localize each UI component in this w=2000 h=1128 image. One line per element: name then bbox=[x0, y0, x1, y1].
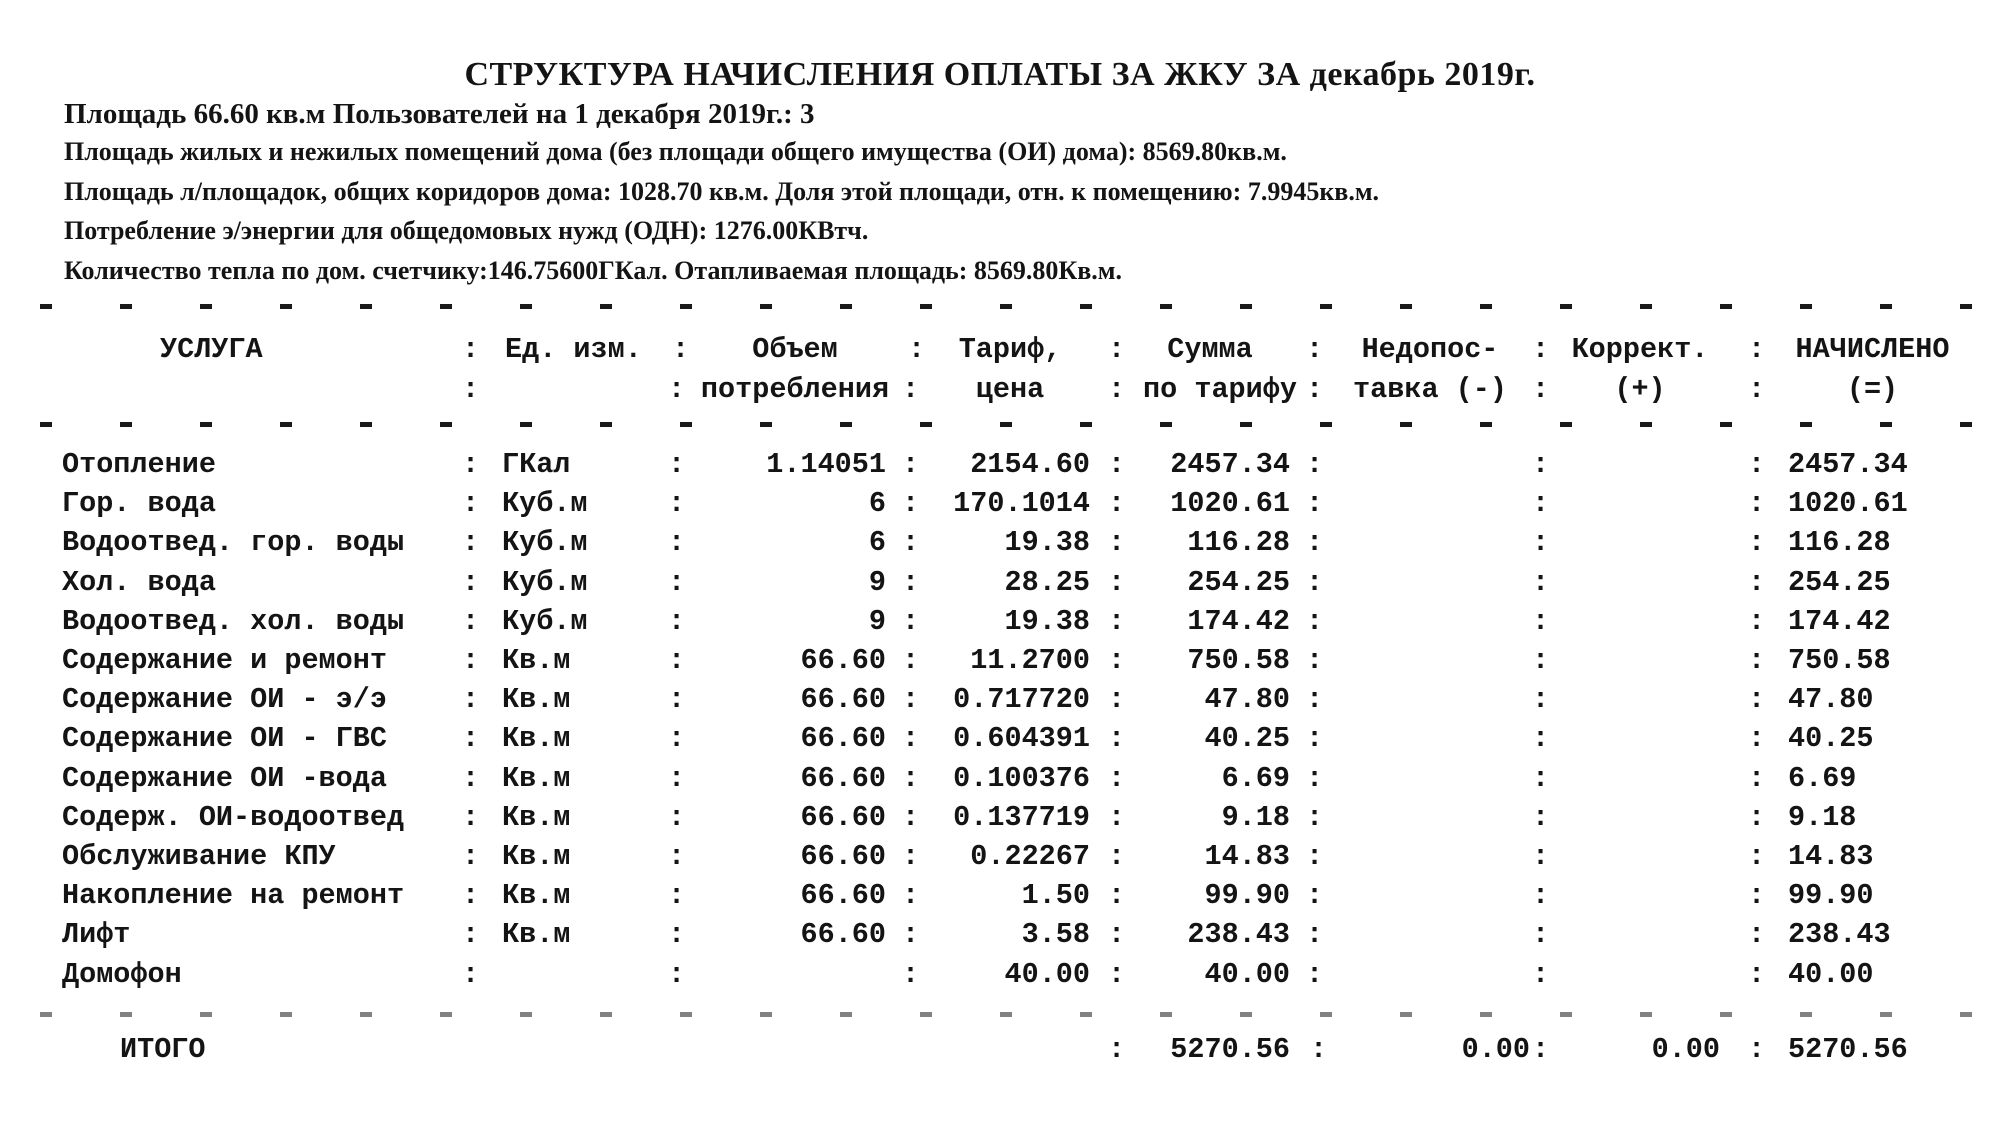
cell-accrued: 9.18 bbox=[1788, 801, 1857, 834]
column-separator: : bbox=[1306, 526, 1324, 559]
column-separator: : bbox=[1748, 566, 1766, 599]
column-separator: : bbox=[1532, 566, 1550, 599]
cell-accrued: 2457.34 bbox=[1788, 448, 1908, 481]
column-separator: : bbox=[902, 487, 920, 520]
column-separator: : bbox=[1748, 879, 1766, 912]
column-separator: : bbox=[462, 762, 480, 795]
column-separator: : bbox=[1748, 487, 1766, 520]
column-separator: : bbox=[1532, 644, 1550, 677]
info-common-area: Площадь л/площадок, общих коридоров дома: 1028.70 кв.м. Доля этой площади, отн. к помещению: 7.9945кв.м. bbox=[64, 177, 1380, 206]
column-separator: : bbox=[1108, 333, 1126, 366]
column-separator: : bbox=[462, 333, 480, 366]
table-row bbox=[0, 798, 2000, 837]
cell-sum: 1020.61 bbox=[1170, 487, 1290, 520]
cell-tariff: цена bbox=[975, 373, 1045, 406]
cell-unit: Куб.м bbox=[502, 566, 588, 599]
cell-service: Лифт bbox=[62, 918, 131, 951]
column-separator: : bbox=[1748, 958, 1766, 991]
cell-sum: 40.25 bbox=[1204, 722, 1290, 755]
cell-sum: 750.58 bbox=[1187, 644, 1290, 677]
column-separator: : bbox=[902, 879, 920, 912]
cell-accrued: 14.83 bbox=[1788, 840, 1874, 873]
column-separator: : bbox=[1108, 840, 1126, 873]
column-separator: : bbox=[462, 683, 480, 716]
cell-underdelivery: 0.00 bbox=[1461, 1033, 1530, 1066]
cell-volume: 9 bbox=[868, 605, 886, 638]
column-separator: : bbox=[1532, 333, 1550, 366]
column-separator: : bbox=[1108, 566, 1126, 599]
cell-unit: Кв.м bbox=[502, 840, 571, 873]
column-separator: : bbox=[1108, 762, 1126, 795]
cell-unit: Кв.м bbox=[502, 762, 571, 795]
column-separator: : bbox=[1532, 840, 1550, 873]
column-separator: : bbox=[668, 762, 686, 795]
table-row bbox=[0, 837, 2000, 876]
table-row bbox=[0, 876, 2000, 915]
cell-service: Домофон bbox=[62, 958, 182, 991]
cell-volume: Объем bbox=[752, 333, 838, 366]
cell-volume: 66.60 bbox=[800, 722, 886, 755]
cell-service: Водоотвед. гор. воды bbox=[62, 526, 405, 559]
cell-accrued: 1020.61 bbox=[1788, 487, 1908, 520]
cell-tariff: 28.25 bbox=[1004, 566, 1090, 599]
cell-unit: Куб.м bbox=[502, 605, 588, 638]
cell-service: УСЛУГА bbox=[160, 333, 263, 366]
column-separator: : bbox=[1306, 801, 1324, 834]
cell-tariff: 19.38 bbox=[1004, 605, 1090, 638]
cell-sum: 238.43 bbox=[1187, 918, 1290, 951]
column-separator: : bbox=[1306, 722, 1324, 755]
cell-volume: 66.60 bbox=[800, 918, 886, 951]
column-separator: : bbox=[1108, 1033, 1126, 1066]
column-separator: : bbox=[1306, 683, 1324, 716]
column-separator: : bbox=[462, 373, 480, 406]
column-separator: : bbox=[1532, 722, 1550, 755]
column-separator: : bbox=[1306, 448, 1324, 481]
column-separator: : bbox=[1108, 801, 1126, 834]
dashed-divider-header bbox=[40, 422, 1980, 427]
cell-correction: 0.00 bbox=[1651, 1033, 1720, 1066]
column-separator: : bbox=[462, 879, 480, 912]
column-separator: : bbox=[1748, 918, 1766, 951]
column-separator: : bbox=[1306, 879, 1324, 912]
table-row bbox=[0, 955, 2000, 994]
column-separator: : bbox=[668, 918, 686, 951]
cell-accrued: (=) bbox=[1846, 373, 1899, 406]
column-separator: : bbox=[462, 448, 480, 481]
column-separator: : bbox=[668, 683, 686, 716]
column-separator: : bbox=[1532, 879, 1550, 912]
column-separator: : bbox=[668, 722, 686, 755]
column-separator: : bbox=[1532, 605, 1550, 638]
column-separator: : bbox=[1748, 644, 1766, 677]
column-separator: : bbox=[668, 373, 686, 406]
cell-tariff: 0.100376 bbox=[953, 762, 1090, 795]
cell-tariff: 19.38 bbox=[1004, 526, 1090, 559]
info-house-area: Площадь жилых и нежилых помещений дома (без площади общего имущества (ОИ) дома): 8569.80кв.м. bbox=[64, 137, 1287, 166]
column-separator: : bbox=[1532, 801, 1550, 834]
column-separator: : bbox=[462, 722, 480, 755]
column-separator: : bbox=[668, 879, 686, 912]
column-separator: : bbox=[1306, 333, 1324, 366]
cell-unit: Кв.м bbox=[502, 644, 571, 677]
cell-tariff: 11.2700 bbox=[970, 644, 1090, 677]
cell-volume: 66.60 bbox=[800, 879, 886, 912]
table-row bbox=[0, 484, 2000, 523]
column-separator: : bbox=[1108, 373, 1126, 406]
column-separator: : bbox=[902, 840, 920, 873]
column-separator: : bbox=[1306, 958, 1324, 991]
cell-sum: 14.83 bbox=[1204, 840, 1290, 873]
column-separator: : bbox=[672, 333, 690, 366]
cell-accrued: 99.90 bbox=[1788, 879, 1874, 912]
column-separator: : bbox=[1108, 605, 1126, 638]
column-separator: : bbox=[1306, 605, 1324, 638]
cell-volume: потребления bbox=[700, 373, 890, 406]
column-separator: : bbox=[1748, 373, 1766, 406]
cell-volume: 66.60 bbox=[800, 762, 886, 795]
cell-volume: 66.60 bbox=[800, 644, 886, 677]
column-separator: : bbox=[1748, 1033, 1766, 1066]
cell-sum: 5270.56 bbox=[1170, 1033, 1290, 1066]
column-separator: : bbox=[668, 801, 686, 834]
column-separator: : bbox=[902, 448, 920, 481]
table-row bbox=[0, 641, 2000, 680]
column-separator: : bbox=[1748, 840, 1766, 873]
cell-service: Обслуживание КПУ bbox=[62, 840, 336, 873]
cell-volume: 1.14051 bbox=[766, 448, 886, 481]
cell-unit: Кв.м bbox=[502, 722, 571, 755]
cell-service: ИТОГО bbox=[120, 1033, 206, 1066]
column-separator: : bbox=[902, 762, 920, 795]
column-separator: : bbox=[1532, 958, 1550, 991]
cell-correction: Коррект. bbox=[1571, 333, 1709, 366]
column-separator: : bbox=[1108, 644, 1126, 677]
column-separator: : bbox=[902, 373, 920, 406]
cell-volume: 6 bbox=[868, 487, 886, 520]
info-area-users: Площадь 66.60 кв.м Пользователей на 1 декабря 2019г.: 3 bbox=[64, 98, 815, 130]
column-separator: : bbox=[1108, 526, 1126, 559]
cell-accrued: 238.43 bbox=[1788, 918, 1891, 951]
cell-accrued: 40.25 bbox=[1788, 722, 1874, 755]
column-separator: : bbox=[668, 487, 686, 520]
column-separator: : bbox=[902, 918, 920, 951]
column-separator: : bbox=[1108, 487, 1126, 520]
table-row bbox=[0, 602, 2000, 641]
column-separator: : bbox=[1532, 683, 1550, 716]
column-separator: : bbox=[902, 722, 920, 755]
cell-sum: 116.28 bbox=[1187, 526, 1290, 559]
cell-sum: 40.00 bbox=[1204, 958, 1290, 991]
column-separator: : bbox=[1748, 526, 1766, 559]
cell-unit: Куб.м bbox=[502, 526, 588, 559]
column-separator: : bbox=[1748, 762, 1766, 795]
cell-unit: Кв.м bbox=[502, 918, 571, 951]
cell-accrued: 254.25 bbox=[1788, 566, 1891, 599]
cell-service: Накопление на ремонт bbox=[62, 879, 405, 912]
table-row bbox=[0, 563, 2000, 602]
cell-accrued: 47.80 bbox=[1788, 683, 1874, 716]
cell-underdelivery: тавка (-) bbox=[1353, 373, 1507, 406]
column-separator: : bbox=[1748, 605, 1766, 638]
cell-accrued: 40.00 bbox=[1788, 958, 1874, 991]
column-separator: : bbox=[668, 448, 686, 481]
column-separator: : bbox=[668, 605, 686, 638]
column-separator: : bbox=[1748, 448, 1766, 481]
column-separator: : bbox=[1748, 722, 1766, 755]
column-separator: : bbox=[462, 487, 480, 520]
table-row bbox=[0, 680, 2000, 719]
cell-sum: 47.80 bbox=[1204, 683, 1290, 716]
cell-unit: Кв.м bbox=[502, 683, 571, 716]
column-separator: : bbox=[1306, 644, 1324, 677]
column-separator: : bbox=[1306, 918, 1324, 951]
column-separator: : bbox=[1532, 1033, 1550, 1066]
table-row bbox=[0, 719, 2000, 758]
cell-unit: ГКал bbox=[502, 448, 571, 481]
cell-tariff: 3.58 bbox=[1021, 918, 1090, 951]
column-separator: : bbox=[668, 958, 686, 991]
column-separator: : bbox=[1748, 801, 1766, 834]
table-row bbox=[0, 523, 2000, 562]
table-total-row bbox=[0, 1030, 2000, 1069]
column-separator: : bbox=[462, 526, 480, 559]
cell-sum: 2457.34 bbox=[1170, 448, 1290, 481]
cell-service: Содержание ОИ - ГВС bbox=[62, 722, 387, 755]
column-separator: : bbox=[1748, 333, 1766, 366]
cell-sum: 6.69 bbox=[1221, 762, 1290, 795]
cell-correction: (+) bbox=[1614, 373, 1666, 406]
column-separator: : bbox=[1108, 448, 1126, 481]
column-separator: : bbox=[1108, 879, 1126, 912]
cell-sum: 254.25 bbox=[1187, 566, 1290, 599]
column-separator: : bbox=[668, 566, 686, 599]
cell-accrued: 116.28 bbox=[1788, 526, 1891, 559]
column-separator: : bbox=[1532, 918, 1550, 951]
column-separator: : bbox=[1306, 566, 1324, 599]
cell-unit: Кв.м bbox=[502, 801, 571, 834]
column-separator: : bbox=[1532, 762, 1550, 795]
column-separator: : bbox=[908, 333, 926, 366]
cell-sum: по тарифу bbox=[1143, 373, 1297, 406]
cell-underdelivery: Недопос- bbox=[1361, 333, 1499, 366]
cell-accrued: НАЧИСЛЕНО bbox=[1795, 333, 1950, 366]
cell-unit: Кв.м bbox=[502, 879, 571, 912]
column-separator: : bbox=[462, 605, 480, 638]
column-separator: : bbox=[462, 566, 480, 599]
column-separator: : bbox=[902, 526, 920, 559]
cell-tariff: 1.50 bbox=[1021, 879, 1090, 912]
info-heat-meter: Количество тепла по дом. счетчику:146.75600ГКал. Отапливаемая площадь: 8569.80Кв.м. bbox=[64, 256, 1123, 285]
cell-tariff: 40.00 bbox=[1004, 958, 1090, 991]
cell-service: Гор. вода bbox=[62, 487, 216, 520]
table-header-row-1 bbox=[0, 330, 2000, 369]
column-separator: : bbox=[902, 605, 920, 638]
cell-tariff: 0.22267 bbox=[970, 840, 1090, 873]
cell-volume: 66.60 bbox=[800, 840, 886, 873]
column-separator: : bbox=[902, 958, 920, 991]
column-separator: : bbox=[1748, 683, 1766, 716]
column-separator: : bbox=[462, 801, 480, 834]
cell-unit: Куб.м bbox=[502, 487, 588, 520]
document-title: СТРУКТУРА НАЧИСЛЕНИЯ ОПЛАТЫ ЗА ЖКУ ЗА декабрь 2019г. bbox=[464, 56, 1536, 93]
cell-sum: 9.18 bbox=[1221, 801, 1290, 834]
cell-service: Хол. вода bbox=[62, 566, 216, 599]
cell-accrued: 5270.56 bbox=[1788, 1033, 1908, 1066]
column-separator: : bbox=[668, 526, 686, 559]
column-separator: : bbox=[1306, 762, 1324, 795]
column-separator: : bbox=[1108, 918, 1126, 951]
cell-tariff: 0.604391 bbox=[953, 722, 1090, 755]
cell-sum: 174.42 bbox=[1187, 605, 1290, 638]
cell-sum: Сумма bbox=[1167, 333, 1253, 366]
column-separator: : bbox=[462, 918, 480, 951]
table-row bbox=[0, 759, 2000, 798]
column-separator: : bbox=[462, 958, 480, 991]
cell-volume: 66.60 bbox=[800, 801, 886, 834]
column-separator: : bbox=[1532, 526, 1550, 559]
column-separator: : bbox=[1306, 487, 1324, 520]
cell-accrued: 6.69 bbox=[1788, 762, 1857, 795]
cell-tariff: 0.717720 bbox=[953, 683, 1090, 716]
column-separator: : bbox=[902, 801, 920, 834]
cell-volume: 66.60 bbox=[800, 683, 886, 716]
column-separator: : bbox=[462, 840, 480, 873]
column-separator: : bbox=[668, 840, 686, 873]
cell-tariff: 170.1014 bbox=[953, 487, 1090, 520]
cell-service: Водоотвед. хол. воды bbox=[62, 605, 405, 638]
dashed-divider-bottom bbox=[40, 1012, 1980, 1017]
cell-tariff: 2154.60 bbox=[970, 448, 1090, 481]
column-separator: : bbox=[902, 566, 920, 599]
column-separator: : bbox=[1310, 1033, 1328, 1066]
column-separator: : bbox=[1108, 683, 1126, 716]
column-separator: : bbox=[1532, 448, 1550, 481]
cell-volume: 6 bbox=[868, 526, 886, 559]
cell-service: Содержание ОИ - э/э bbox=[62, 683, 387, 716]
table-row bbox=[0, 445, 2000, 484]
cell-service: Содержание и ремонт bbox=[62, 644, 387, 677]
cell-tariff: Тариф, bbox=[958, 333, 1062, 366]
column-separator: : bbox=[1306, 840, 1324, 873]
table-header-row-2 bbox=[0, 370, 2000, 409]
cell-unit: Ед. изм. bbox=[505, 333, 642, 366]
table-row bbox=[0, 915, 2000, 954]
cell-service: Отопление bbox=[62, 448, 216, 481]
cell-sum: 99.90 bbox=[1204, 879, 1290, 912]
cell-accrued: 750.58 bbox=[1788, 644, 1891, 677]
column-separator: : bbox=[902, 644, 920, 677]
column-separator: : bbox=[1108, 722, 1126, 755]
column-separator: : bbox=[1532, 373, 1550, 406]
cell-volume: 9 bbox=[868, 566, 886, 599]
column-separator: : bbox=[902, 683, 920, 716]
cell-accrued: 174.42 bbox=[1788, 605, 1891, 638]
dashed-divider-top bbox=[40, 304, 1980, 309]
info-electricity-odn: Потребление э/энергии для общедомовых нужд (ОДН): 1276.00КВтч. bbox=[64, 216, 869, 245]
cell-service: Содерж. ОИ-водоотвед bbox=[62, 801, 405, 834]
column-separator: : bbox=[1108, 958, 1126, 991]
column-separator: : bbox=[1306, 373, 1324, 406]
column-separator: : bbox=[668, 644, 686, 677]
cell-tariff: 0.137719 bbox=[953, 801, 1090, 834]
column-separator: : bbox=[1532, 487, 1550, 520]
cell-service: Содержание ОИ -вода bbox=[62, 762, 387, 795]
column-separator: : bbox=[462, 644, 480, 677]
